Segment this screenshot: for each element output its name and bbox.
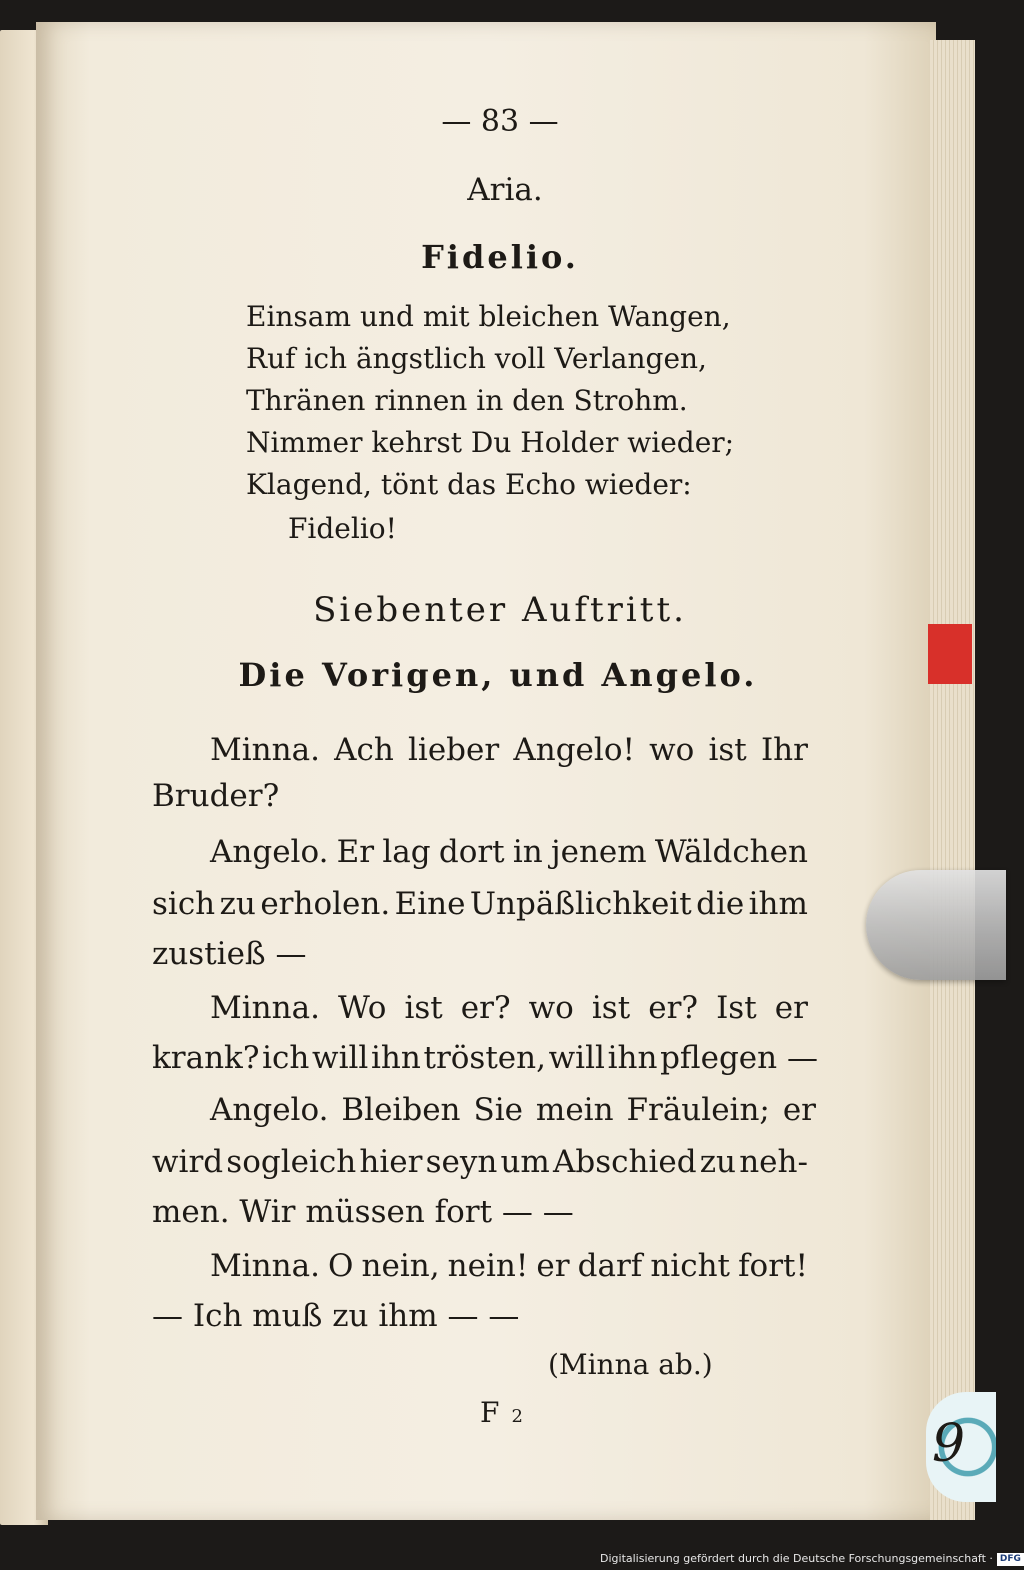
word: will xyxy=(548,1040,605,1076)
word: ist xyxy=(404,990,443,1026)
word: Sie xyxy=(473,1092,523,1128)
word: er xyxy=(774,990,808,1026)
word: krank? xyxy=(152,1040,260,1076)
scene-heading: Siebenter Auftritt. xyxy=(313,590,687,630)
word: Ach xyxy=(334,732,394,768)
speaker-name: Angelo. xyxy=(210,1092,329,1128)
scene-persons: Die Vorigen, und Angelo. xyxy=(238,656,758,694)
word: trösten, xyxy=(423,1040,546,1076)
word: nicht xyxy=(650,1248,730,1284)
page-stack-edge xyxy=(930,40,975,1520)
verse-line: Ruf ich ängstlich voll Verlangen, xyxy=(246,342,707,375)
red-bookmark-tab xyxy=(928,624,972,684)
text-line xyxy=(152,1040,818,1076)
printer-signature xyxy=(480,1396,523,1429)
word: er? xyxy=(648,990,699,1026)
word: hier xyxy=(359,1144,423,1180)
digitization-credit xyxy=(600,1548,1021,1570)
verse-line: Fidelio! xyxy=(288,512,397,545)
speaker-name: Minna. xyxy=(210,732,320,768)
word: Unpäßlichkeit xyxy=(469,886,692,922)
text-line xyxy=(152,1144,808,1180)
word: er xyxy=(536,1248,570,1284)
word: nein, xyxy=(361,1248,440,1284)
word: erholen. xyxy=(260,886,391,922)
word: Wäldchen xyxy=(654,834,808,870)
word: pflegen — xyxy=(660,1040,818,1076)
word: jenem xyxy=(551,834,647,870)
word: Ist xyxy=(716,990,757,1026)
word: neh- xyxy=(739,1144,808,1180)
word: wo xyxy=(649,732,695,768)
word: Wo xyxy=(337,990,387,1026)
text-line: men. Wir müssen fort — — xyxy=(152,1194,574,1230)
word: zu xyxy=(219,886,256,922)
word: seyn xyxy=(425,1144,498,1180)
verse-line: Nimmer kehrst Du Holder wieder; xyxy=(246,426,735,459)
text-line: — Ich muß zu ihm — — xyxy=(152,1298,520,1334)
word: darf xyxy=(577,1248,643,1284)
word: ihn xyxy=(607,1040,658,1076)
word: ihm xyxy=(748,886,808,922)
word: Angelo! xyxy=(513,732,635,768)
word: ich xyxy=(262,1040,310,1076)
word: um xyxy=(500,1144,550,1180)
speaker-name: Minna. xyxy=(210,1248,320,1284)
speaker-name: Angelo. xyxy=(210,834,329,870)
metal-page-clip xyxy=(866,870,1006,980)
text-line: Bruder? xyxy=(152,778,280,814)
word: fort! xyxy=(738,1248,808,1284)
word: die xyxy=(696,886,745,922)
text-line xyxy=(210,1092,816,1128)
word: zu xyxy=(699,1144,737,1180)
verse-line: Klagend, tönt das Echo wieder: xyxy=(246,468,692,501)
signature-letter: F xyxy=(480,1396,500,1429)
word: sich xyxy=(152,886,216,922)
word: in xyxy=(512,834,543,870)
word: lag xyxy=(382,834,431,870)
text-line: zustieß — xyxy=(152,936,307,972)
aria-title: Fidelio. xyxy=(421,238,579,276)
dfg-logo: DFG xyxy=(997,1553,1024,1566)
word: ist xyxy=(591,990,631,1026)
speaker-name: Minna. xyxy=(210,990,320,1026)
word: Eine xyxy=(394,886,466,922)
word: lieber xyxy=(408,732,500,768)
page-number: — 83 — xyxy=(441,104,559,139)
text-line xyxy=(210,990,808,1026)
word: ist xyxy=(708,732,747,768)
word: mein xyxy=(535,1092,614,1128)
word: ihn xyxy=(370,1040,421,1076)
word: Fräulein; xyxy=(626,1092,770,1128)
text-line xyxy=(210,1248,808,1284)
text-line xyxy=(210,732,808,768)
word: O xyxy=(328,1248,354,1284)
signature-number: 2 xyxy=(511,1406,523,1427)
word: wird xyxy=(152,1144,224,1180)
stage-direction: (Minna ab.) xyxy=(548,1348,713,1381)
word: Ihr xyxy=(760,732,808,768)
aria-heading: Aria. xyxy=(467,172,543,208)
word: wo xyxy=(528,990,574,1026)
word: sogleich xyxy=(226,1144,357,1180)
word: Er xyxy=(336,834,375,870)
text-line xyxy=(210,834,808,870)
verse-line: Thränen rinnen in den Strohm. xyxy=(246,384,688,417)
word: will xyxy=(312,1040,369,1076)
word: er xyxy=(782,1092,816,1128)
word: Bleiben xyxy=(341,1092,461,1128)
word: dort xyxy=(438,834,505,870)
word: nein! xyxy=(447,1248,529,1284)
word: Abschied xyxy=(552,1144,697,1180)
text-line xyxy=(152,886,808,922)
credit-text: Digitalisierung gefördert durch die Deutsche Forschungsgemeinschaft · xyxy=(600,1552,993,1565)
verse-line: Einsam und mit bleichen Wangen, xyxy=(246,300,731,333)
word: er? xyxy=(460,990,511,1026)
library-stamp-number: 9 xyxy=(932,1414,966,1474)
